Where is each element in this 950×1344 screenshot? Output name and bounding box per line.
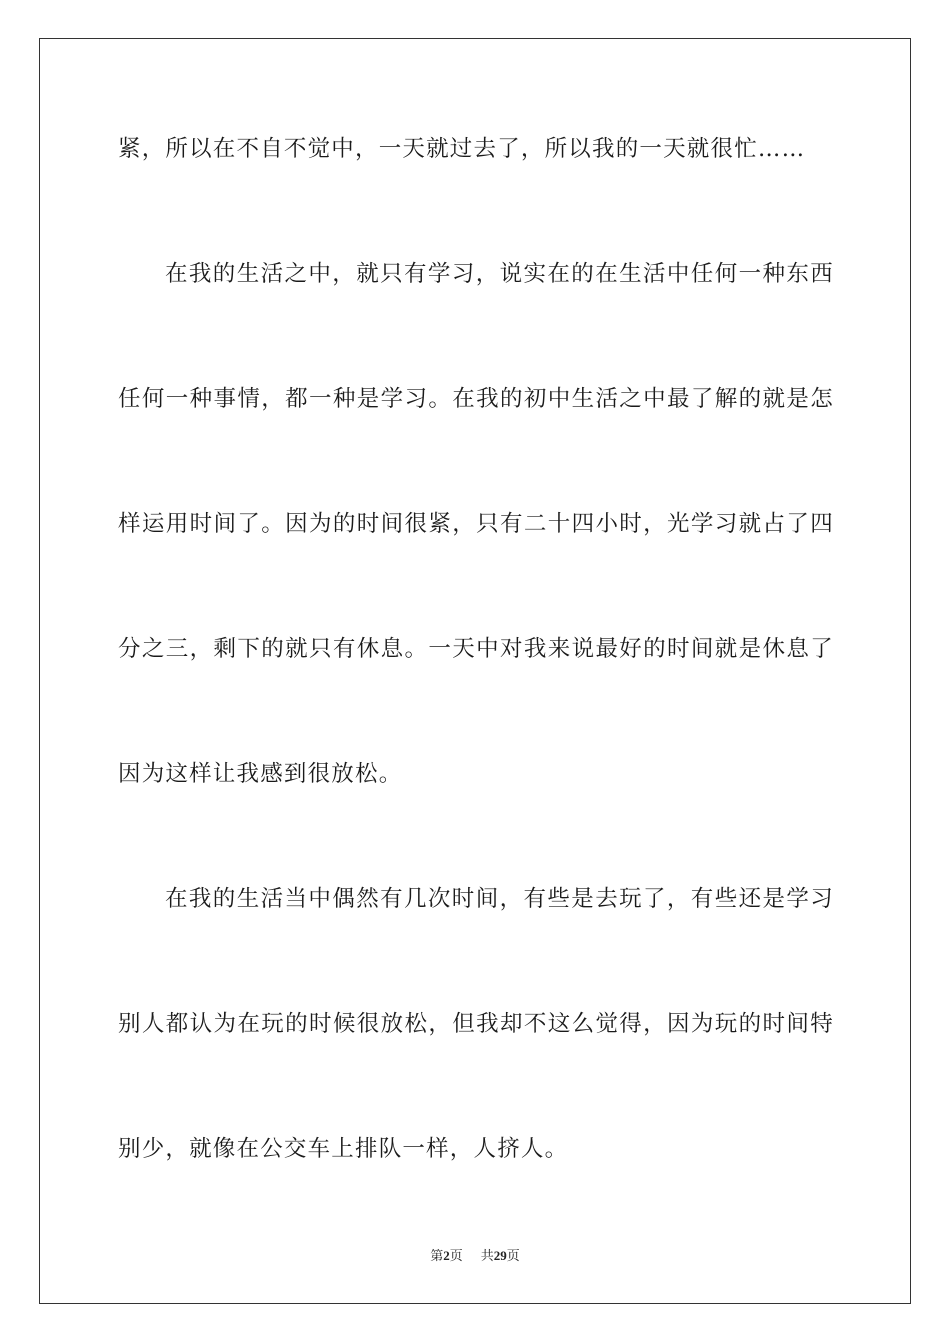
page-footer — [0, 1246, 950, 1267]
page-border — [39, 38, 911, 1304]
paragraph-line-2: 在我的生活之中，就只有学习，说实在的在生活中任何一种东西 — [165, 261, 834, 287]
paragraph-line-7: 在我的生活当中偶然有几次时间，有些是去玩了，有些还是学习 — [165, 886, 834, 912]
footer-page-prefix: 第 — [430, 1249, 444, 1264]
paragraph-line-9: 别少，就像在公交车上排队一样，人挤人。 — [118, 1136, 569, 1162]
footer-page-number: 2 — [443, 1248, 450, 1263]
paragraph-line-6: 因为这样让我感到很放松。 — [118, 761, 403, 787]
footer-total-prefix: 共 — [480, 1249, 494, 1264]
footer-total-pages: 29 — [493, 1248, 507, 1263]
footer-page-suffix: 页 — [449, 1249, 463, 1264]
paragraph-line-4: 样运用时间了。因为的时间很紧，只有二十四小时，光学习就占了四 — [118, 511, 834, 537]
footer-total-suffix: 页 — [506, 1249, 520, 1264]
paragraph-line-3: 任何一种事情，都一种是学习。在我的初中生活之中最了解的就是怎 — [118, 386, 834, 412]
paragraph-line-8: 别人都认为在玩的时候很放松，但我却不这么觉得，因为玩的时间特 — [118, 1011, 834, 1037]
paragraph-line-1: 紧，所以在不自不觉中，一天就过去了，所以我的一天就很忙…… — [118, 136, 806, 162]
paragraph-line-5: 分之三，剩下的就只有休息。一天中对我来说最好的时间就是休息了 — [118, 636, 834, 662]
